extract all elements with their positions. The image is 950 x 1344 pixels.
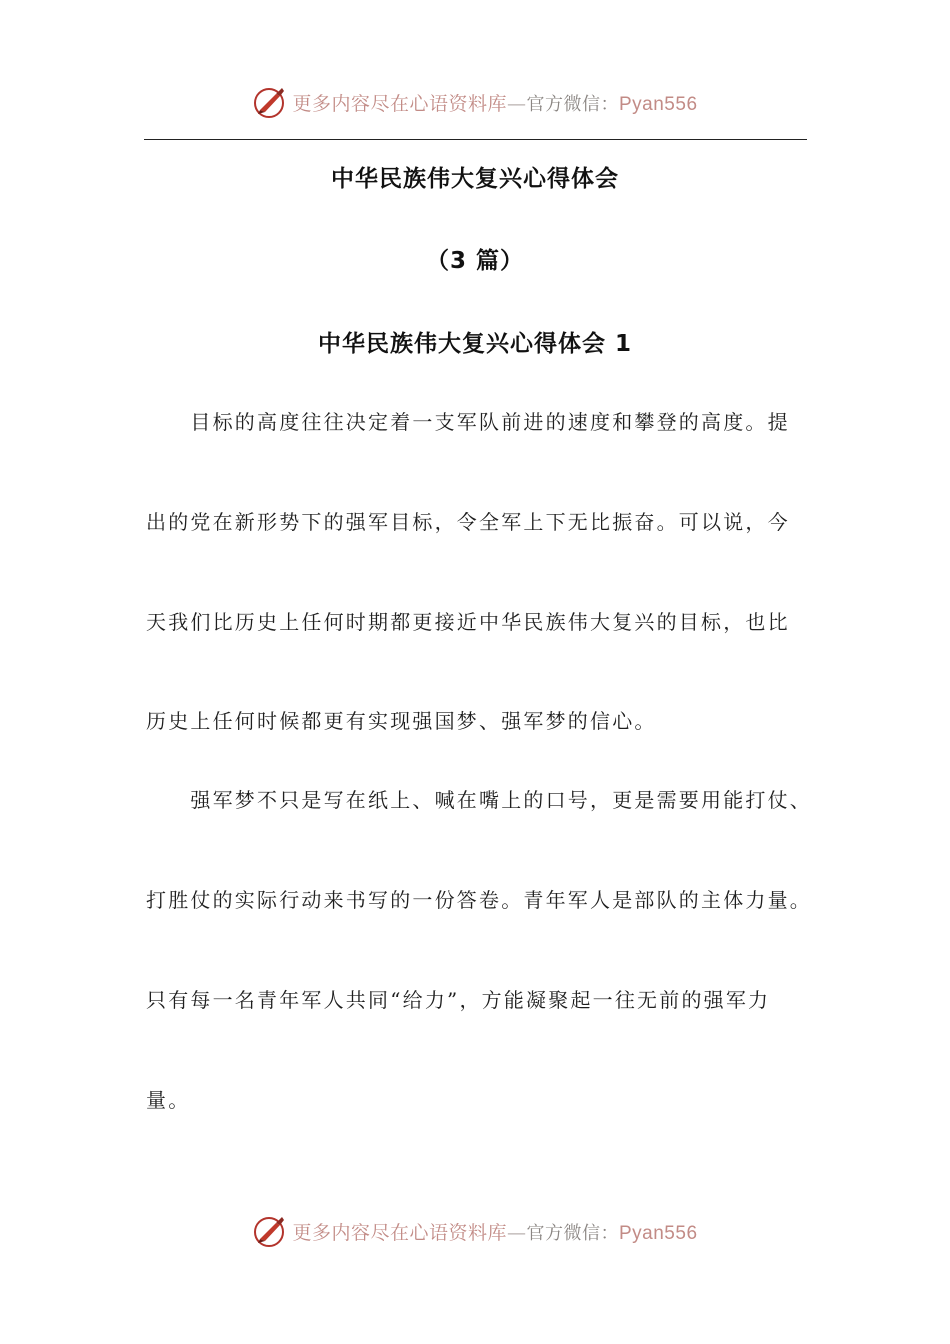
banner-separator: — (507, 1221, 527, 1244)
header-rule (144, 139, 807, 140)
paragraph-line: 只有每一名青年军人共同“给力”，方能凝聚起一往无前的强军力 (146, 988, 771, 1012)
paragraph-line: 出的党在新形势下的强军目标，令全军上下无比振奋。可以说，今 (146, 510, 790, 534)
section-heading: 中华民族伟大复兴心得体会 1 (317, 331, 632, 357)
logo-icon (252, 84, 288, 120)
paragraph-line: 历史上任何时候都更有实现强国梦、强军梦的信心。 (146, 709, 657, 733)
banner-wechat-id: Pyan556 (619, 1222, 698, 1244)
banner-text (292, 89, 697, 116)
footer-banner (0, 1209, 950, 1253)
logo-icon (252, 1213, 288, 1249)
banner-label: 官方微信： (526, 1222, 619, 1244)
banner-separator: — (507, 92, 527, 115)
banner-main-text: 更多内容尽在心语资料库 (292, 1221, 507, 1244)
paragraph-line: 目标的高度往往决定着一支军队前进的速度和攀登的高度。提 (146, 410, 790, 434)
banner-text (292, 1218, 697, 1245)
paragraph-line: 量。 (146, 1088, 191, 1112)
header-banner (0, 80, 950, 124)
document-count: （3 篇） (425, 248, 524, 274)
paragraph-line: 打胜仗的实际行动来书写的一份答卷。青年军人是部队的主体力量。 (146, 888, 812, 912)
banner-label: 官方微信： (526, 93, 619, 115)
paragraph-line: 天我们比历史上任何时期都更接近中华民族伟大复兴的目标，也比 (146, 610, 790, 634)
document-title: 中华民族伟大复兴心得体会 (331, 166, 619, 192)
paragraph-line: 强军梦不只是写在纸上、喊在嘴上的口号，更是需要用能打仗、 (146, 788, 812, 812)
banner-wechat-id: Pyan556 (619, 93, 698, 115)
banner-main-text: 更多内容尽在心语资料库 (292, 92, 507, 115)
